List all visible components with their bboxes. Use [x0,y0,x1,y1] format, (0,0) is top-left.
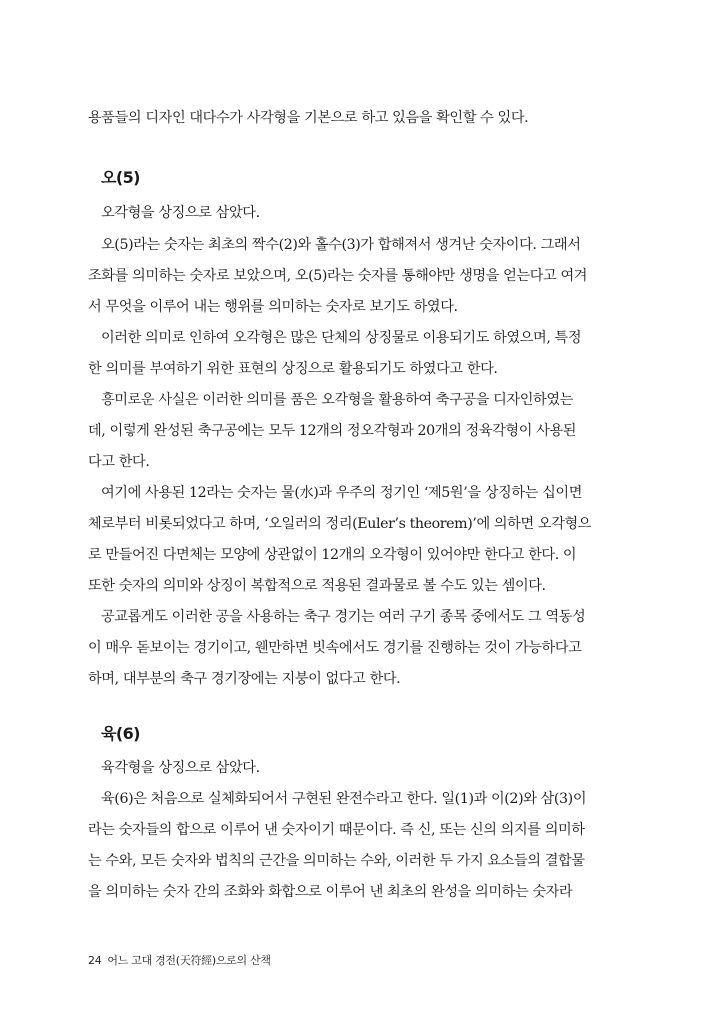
paragraph-line: 을 의미하는 숫자 간의 조화와 화합으로 이루어 낸 최초의 완성을 의미하는 숫자라 [88,884,573,900]
paragraph-line: 오각형을 상징으로 삼았다. [101,205,260,221]
paragraph-line: 체로부터 비롯되었다고 하며, ‘오일러의 정리(Euler’s theorem)’에 의하면 오각형으 [88,516,592,532]
paragraph-line: 서 무엇을 이루어 내는 행위를 의미하는 숫자로 보기도 하였다. [88,299,458,315]
paragraph-line: 라는 숫자들의 합으로 이루어 낸 숫자이기 때문이다. 즉 신, 또는 신의 의지를 의미하 [88,822,585,838]
paragraph-line: 또한 숫자의 의미와 상징이 복합적으로 적용된 결과물로 볼 수도 있는 셈이다. [88,578,546,594]
section-heading-five: 오(5) [101,168,140,187]
paragraph-line: 데, 이렇게 완성된 축구공에는 모두 12개의 정오각형과 20개의 정육각형이 사용된 [88,423,577,439]
paragraph-line: 오(5)라는 숫자는 최초의 짝수(2)와 홀수(3)가 합해져서 생겨난 숫자이다. 그래서 [101,237,581,253]
running-title: 어느 고대 경전(天符經)으로의 산책 [107,954,271,967]
paragraph-line: 이 매우 돋보이는 경기이고, 웬만하면 빗속에서도 경기를 진행하는 것이 가능하다고 [88,640,582,656]
paragraph-line: 한 의미를 부여하기 위한 표현의 상징으로 활용되기도 하였다고 한다. [88,361,498,377]
page-footer [88,954,271,968]
paragraph-line: 여기에 사용된 12라는 숫자는 물(水)과 우주의 정기인 ‘제5원’을 상징하는 십이면 [101,485,582,501]
paragraph-line: 공교롭게도 이러한 공을 사용하는 축구 경기는 여러 구기 종목 중에서도 그 역동성 [101,609,586,625]
paragraph-line: 로 만들어진 다면체는 모양에 상관없이 12개의 오각형이 있어야만 한다고 한다. 이 [88,547,577,563]
paragraph-line: 다고 한다. [88,454,150,470]
paragraph-line: 는 수와, 모든 숫자와 법칙의 근간을 의미하는 수와, 이러한 두 가지 요소들의 결합물 [88,853,585,869]
intro-line: 용품들의 디자인 대다수가 사각형을 기본으로 하고 있음을 확인할 수 있다. [88,110,529,126]
paragraph-line: 육각형을 상징으로 삼았다. [101,760,260,776]
paragraph-line: 흥미로운 사실은 이러한 의미를 품은 오각형을 활용하여 축구공을 디자인하였는 [101,392,573,408]
paragraph-line: 하며, 대부분의 축구 경기장에는 지붕이 없다고 한다. [88,671,401,687]
section-heading-six: 육(6) [101,724,140,743]
paragraph-line: 육(6)은 처음으로 실체화되어서 구현된 완전수라고 한다. 일(1)과 이(2)와 삼(3)이 [101,791,587,807]
page-number: 24 [88,954,102,967]
paragraph-line: 이러한 의미로 인하여 오각형은 많은 단체의 상징물로 이용되기도 하였으며, 특정 [101,330,582,346]
paragraph-line: 조화를 의미하는 숫자로 보았으며, 오(5)라는 숫자를 통해야만 생명을 얻는다고 여겨 [88,268,588,284]
